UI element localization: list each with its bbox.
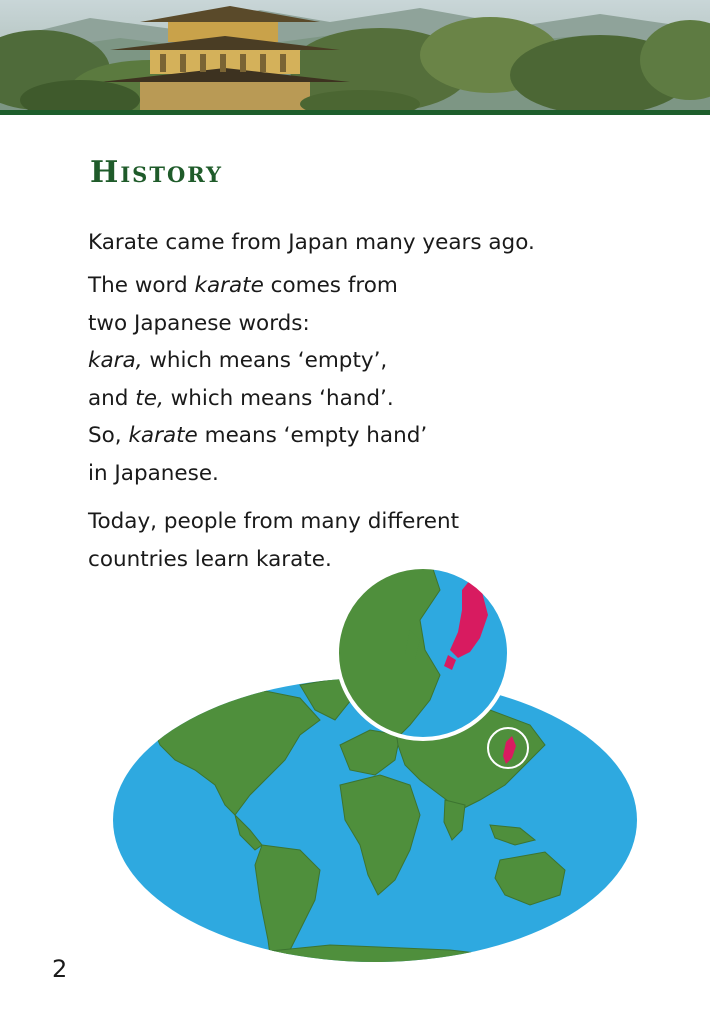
page-number: 2 xyxy=(52,955,68,983)
text-line: two Japanese words: xyxy=(88,310,310,336)
world-map-illustration xyxy=(0,560,710,1000)
page-heading: History xyxy=(90,155,224,190)
text-line: So, karate means ‘empty hand’ xyxy=(88,423,428,448)
header-banner-image xyxy=(0,0,710,112)
text-line: Today, people from many different xyxy=(88,509,460,534)
paragraph-intro xyxy=(88,224,608,262)
text-line: The word karate comes from xyxy=(88,273,398,298)
text-line: countries learn karate. xyxy=(88,546,332,572)
intro-sentence: Karate came from Japan many years ago. xyxy=(88,230,535,255)
text-line: kara, which means ‘empty’, xyxy=(88,348,388,373)
text-line: in Japanese. xyxy=(88,460,219,486)
header-divider xyxy=(0,110,710,115)
paragraph-word-meaning xyxy=(88,267,608,492)
text-line: and te, which means ‘hand’. xyxy=(88,385,394,411)
